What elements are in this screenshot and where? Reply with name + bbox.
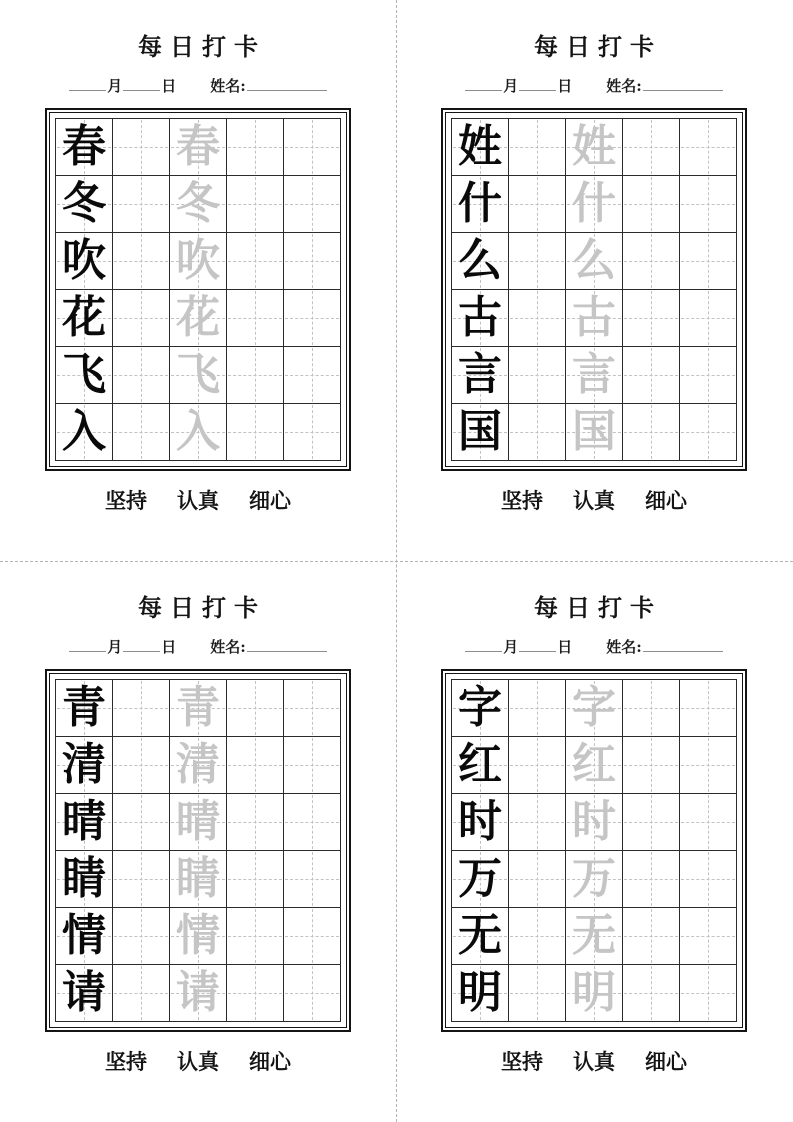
- practice-cell: [56, 851, 113, 908]
- practice-cell: [284, 176, 341, 233]
- trace-character: 古: [572, 292, 616, 343]
- practice-cell: [566, 233, 623, 290]
- practice-cell: [452, 680, 509, 737]
- practice-cell: [170, 119, 227, 176]
- practice-cell: [284, 347, 341, 404]
- practice-cell: [227, 908, 284, 965]
- model-character: 红: [458, 739, 502, 790]
- practice-cell: [452, 176, 509, 233]
- practice-row: [452, 680, 737, 737]
- model-character: 吹: [62, 235, 106, 286]
- practice-cell: [170, 404, 227, 461]
- month-blank-line: [465, 638, 502, 652]
- practice-cell: [284, 908, 341, 965]
- trace-character: 晴: [176, 796, 220, 847]
- trace-character: 青: [176, 682, 220, 733]
- model-character: 什: [458, 178, 502, 229]
- practice-cell: [623, 737, 680, 794]
- date-name-line: [465, 75, 723, 96]
- practice-cell: [623, 404, 680, 461]
- practice-cell: [566, 404, 623, 461]
- trace-character: 冬: [176, 178, 220, 229]
- month-label: 月: [503, 77, 519, 95]
- card-title: 每日打卡: [138, 32, 266, 61]
- practice-cell: [680, 404, 737, 461]
- practice-cell: [623, 908, 680, 965]
- trace-character: 什: [572, 178, 616, 229]
- practice-cell: [680, 965, 737, 1022]
- model-character: 情: [62, 910, 106, 961]
- model-character: 姓: [458, 121, 502, 172]
- practice-card-top-right: [396, 0, 792, 561]
- practice-cell: [227, 404, 284, 461]
- practice-row: [452, 908, 737, 965]
- trace-character: 无: [572, 910, 616, 961]
- model-character: 时: [458, 796, 502, 847]
- practice-row: [452, 404, 737, 461]
- practice-cell: [680, 347, 737, 404]
- practice-cell: [680, 851, 737, 908]
- card-title: 每日打卡: [534, 32, 662, 61]
- name-blank-line: [247, 77, 327, 91]
- practice-cell: [566, 908, 623, 965]
- trace-character: 国: [572, 406, 616, 457]
- day-blank-line: [519, 77, 556, 91]
- day-label: 日: [161, 77, 177, 95]
- practice-cell: [227, 347, 284, 404]
- name-blank-line: [643, 638, 723, 652]
- practice-cell: [56, 176, 113, 233]
- practice-cell: [452, 794, 509, 851]
- practice-card-bottom-right: [396, 561, 792, 1122]
- practice-cell: [113, 908, 170, 965]
- trace-character: 么: [572, 235, 616, 286]
- motto-word: 坚持: [105, 488, 147, 513]
- practice-cell: [56, 737, 113, 794]
- practice-cell: [509, 233, 566, 290]
- practice-cell: [227, 851, 284, 908]
- practice-grid: [451, 679, 737, 1022]
- practice-row: [452, 290, 737, 347]
- practice-cell: [623, 965, 680, 1022]
- practice-row: [56, 290, 341, 347]
- practice-cell: [452, 404, 509, 461]
- practice-cell: [509, 794, 566, 851]
- practice-row: [56, 965, 341, 1022]
- practice-grid-inner-frame: [49, 673, 347, 1028]
- motto-word: 坚持: [105, 1049, 147, 1074]
- motto-word: 认真: [177, 488, 219, 513]
- model-character: 字: [458, 682, 502, 733]
- practice-grid-inner-frame: [445, 673, 743, 1028]
- practice-row: [56, 737, 341, 794]
- model-character: 入: [62, 406, 106, 457]
- practice-cell: [113, 965, 170, 1022]
- practice-cell: [452, 908, 509, 965]
- name-blank-line: [247, 638, 327, 652]
- model-character: 古: [458, 292, 502, 343]
- model-character: 冬: [62, 178, 106, 229]
- trace-character: 字: [572, 682, 616, 733]
- month-blank-line: [69, 77, 106, 91]
- practice-cell: [284, 794, 341, 851]
- motto-line: [105, 485, 291, 515]
- trace-character: 万: [572, 853, 616, 904]
- practice-cell: [56, 233, 113, 290]
- practice-cell: [227, 737, 284, 794]
- practice-cell: [452, 965, 509, 1022]
- model-character: 春: [62, 121, 106, 172]
- motto-word: 坚持: [501, 488, 543, 513]
- practice-cell: [680, 290, 737, 347]
- practice-cell: [113, 794, 170, 851]
- practice-cell: [113, 737, 170, 794]
- practice-cell: [284, 233, 341, 290]
- practice-cell: [566, 290, 623, 347]
- model-character: 明: [458, 967, 502, 1018]
- practice-cell: [509, 347, 566, 404]
- practice-cell: [56, 119, 113, 176]
- practice-row: [452, 347, 737, 404]
- day-blank-line: [123, 638, 160, 652]
- practice-cell: [509, 965, 566, 1022]
- practice-cell: [623, 794, 680, 851]
- practice-cell: [623, 851, 680, 908]
- practice-row: [452, 794, 737, 851]
- practice-row: [56, 176, 341, 233]
- practice-cell: [623, 290, 680, 347]
- practice-cell: [680, 119, 737, 176]
- practice-row: [56, 347, 341, 404]
- practice-cell: [509, 908, 566, 965]
- practice-cell: [623, 233, 680, 290]
- practice-cell: [509, 404, 566, 461]
- practice-row: [56, 119, 341, 176]
- practice-cell: [566, 176, 623, 233]
- practice-cell: [56, 965, 113, 1022]
- practice-cell: [227, 290, 284, 347]
- practice-row: [452, 965, 737, 1022]
- practice-row: [56, 233, 341, 290]
- practice-cell: [227, 794, 284, 851]
- name-label: 姓名:: [210, 77, 246, 95]
- day-blank-line: [519, 638, 556, 652]
- trace-character: 睛: [176, 853, 220, 904]
- practice-cell: [113, 233, 170, 290]
- practice-cell: [170, 737, 227, 794]
- date-name-line: [69, 636, 327, 657]
- motto-line: [105, 1046, 291, 1076]
- practice-row: [452, 851, 737, 908]
- practice-cell: [284, 404, 341, 461]
- practice-cell: [509, 851, 566, 908]
- practice-cell: [566, 965, 623, 1022]
- model-character: 国: [458, 406, 502, 457]
- date-name-line: [69, 75, 327, 96]
- trace-character: 言: [572, 349, 616, 400]
- motto-line: [501, 485, 687, 515]
- trace-character: 吹: [176, 235, 220, 286]
- practice-cell: [113, 680, 170, 737]
- practice-grid: [451, 118, 737, 461]
- practice-cell: [170, 680, 227, 737]
- practice-grid: [55, 679, 341, 1022]
- practice-cell: [680, 794, 737, 851]
- practice-cell: [452, 851, 509, 908]
- horizontal-cut-line: [0, 561, 793, 562]
- practice-cell: [566, 851, 623, 908]
- trace-character: 明: [572, 967, 616, 1018]
- motto-word: 认真: [177, 1049, 219, 1074]
- motto-word: 坚持: [501, 1049, 543, 1074]
- motto-word: 细心: [249, 488, 291, 513]
- practice-cell: [113, 347, 170, 404]
- practice-cell: [623, 347, 680, 404]
- practice-cell: [680, 176, 737, 233]
- practice-cell: [452, 233, 509, 290]
- motto-line: [501, 1046, 687, 1076]
- practice-cell: [623, 176, 680, 233]
- practice-card-bottom-left: [0, 561, 396, 1122]
- practice-cell: [284, 965, 341, 1022]
- practice-cell: [566, 347, 623, 404]
- model-character: 飞: [62, 349, 106, 400]
- practice-cell: [284, 680, 341, 737]
- practice-cell: [680, 908, 737, 965]
- practice-row: [56, 404, 341, 461]
- practice-cell: [284, 119, 341, 176]
- practice-grid-frame: [45, 108, 351, 471]
- month-blank-line: [465, 77, 502, 91]
- practice-cell: [113, 176, 170, 233]
- practice-cell: [170, 290, 227, 347]
- practice-grid-frame: [441, 669, 747, 1032]
- practice-row: [452, 233, 737, 290]
- practice-cell: [284, 737, 341, 794]
- trace-character: 花: [176, 292, 220, 343]
- month-label: 月: [107, 638, 123, 656]
- trace-character: 请: [176, 967, 220, 1018]
- model-character: 万: [458, 853, 502, 904]
- practice-cell: [566, 794, 623, 851]
- practice-cell: [566, 119, 623, 176]
- date-name-line: [465, 636, 723, 657]
- practice-row: [56, 908, 341, 965]
- practice-cell: [113, 851, 170, 908]
- practice-cell: [227, 233, 284, 290]
- model-character: 么: [458, 235, 502, 286]
- trace-character: 红: [572, 739, 616, 790]
- name-label: 姓名:: [606, 638, 642, 656]
- practice-cell: [680, 737, 737, 794]
- trace-character: 春: [176, 121, 220, 172]
- card-title: 每日打卡: [534, 593, 662, 622]
- practice-cell: [170, 347, 227, 404]
- model-character: 言: [458, 349, 502, 400]
- practice-grid-inner-frame: [445, 112, 743, 467]
- practice-cell: [227, 119, 284, 176]
- practice-cell: [56, 290, 113, 347]
- practice-cell: [56, 908, 113, 965]
- name-label: 姓名:: [606, 77, 642, 95]
- day-blank-line: [123, 77, 160, 91]
- motto-word: 细心: [645, 1049, 687, 1074]
- practice-cell: [113, 404, 170, 461]
- trace-character: 情: [176, 910, 220, 961]
- practice-cell: [509, 290, 566, 347]
- practice-grid-inner-frame: [49, 112, 347, 467]
- practice-cell: [113, 290, 170, 347]
- practice-cell: [623, 119, 680, 176]
- trace-character: 时: [572, 796, 616, 847]
- model-character: 晴: [62, 796, 106, 847]
- practice-card-top-left: [0, 0, 396, 561]
- model-character: 睛: [62, 853, 106, 904]
- day-label: 日: [161, 638, 177, 656]
- practice-cell: [509, 176, 566, 233]
- practice-row: [452, 176, 737, 233]
- practice-cell: [452, 119, 509, 176]
- practice-row: [56, 794, 341, 851]
- practice-cell: [452, 290, 509, 347]
- practice-cell: [284, 290, 341, 347]
- trace-character: 清: [176, 739, 220, 790]
- model-character: 无: [458, 910, 502, 961]
- day-label: 日: [557, 638, 573, 656]
- month-blank-line: [69, 638, 106, 652]
- model-character: 花: [62, 292, 106, 343]
- model-character: 青: [62, 682, 106, 733]
- practice-grid: [55, 118, 341, 461]
- practice-cell: [566, 680, 623, 737]
- card-title: 每日打卡: [138, 593, 266, 622]
- practice-cell: [284, 851, 341, 908]
- practice-row: [56, 851, 341, 908]
- day-label: 日: [557, 77, 573, 95]
- motto-word: 细心: [645, 488, 687, 513]
- practice-row: [56, 680, 341, 737]
- practice-cell: [509, 680, 566, 737]
- practice-cell: [452, 347, 509, 404]
- motto-word: 认真: [573, 1049, 615, 1074]
- practice-cell: [227, 680, 284, 737]
- practice-cell: [227, 965, 284, 1022]
- name-blank-line: [643, 77, 723, 91]
- trace-character: 飞: [176, 349, 220, 400]
- practice-cell: [680, 680, 737, 737]
- practice-cell: [227, 176, 284, 233]
- trace-character: 入: [176, 406, 220, 457]
- month-label: 月: [107, 77, 123, 95]
- practice-cell: [170, 176, 227, 233]
- month-label: 月: [503, 638, 519, 656]
- practice-cell: [680, 233, 737, 290]
- motto-word: 认真: [573, 488, 615, 513]
- practice-cell: [170, 794, 227, 851]
- practice-grid-frame: [45, 669, 351, 1032]
- practice-cell: [113, 119, 170, 176]
- practice-cell: [56, 347, 113, 404]
- practice-cell: [509, 737, 566, 794]
- practice-cell: [623, 680, 680, 737]
- trace-character: 姓: [572, 121, 616, 172]
- practice-cell: [509, 119, 566, 176]
- practice-row: [452, 737, 737, 794]
- practice-cell: [566, 737, 623, 794]
- practice-cell: [170, 908, 227, 965]
- practice-grid-frame: [441, 108, 747, 471]
- practice-cell: [56, 404, 113, 461]
- practice-cell: [452, 737, 509, 794]
- motto-word: 细心: [249, 1049, 291, 1074]
- practice-cell: [56, 794, 113, 851]
- model-character: 请: [62, 967, 106, 1018]
- practice-row: [452, 119, 737, 176]
- model-character: 清: [62, 739, 106, 790]
- practice-cell: [170, 233, 227, 290]
- practice-cell: [56, 680, 113, 737]
- name-label: 姓名:: [210, 638, 246, 656]
- practice-cell: [170, 965, 227, 1022]
- practice-cell: [170, 851, 227, 908]
